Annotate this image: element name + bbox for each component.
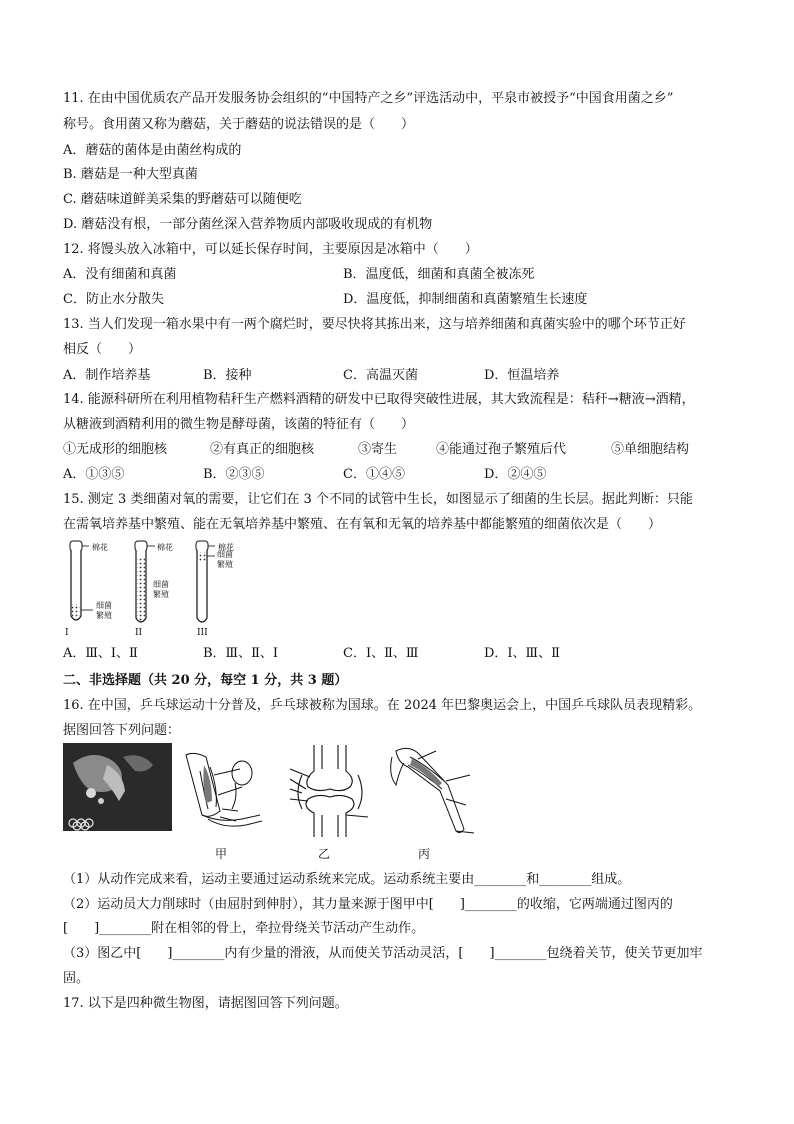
q11-option-b: B. 蘑菇是一种大型真菌 (63, 167, 198, 182)
bacteria-label-2b: 繁殖 (153, 590, 169, 599)
q11-stem-line1: 11. 在由中国优质农产品开发服务协会组织的“中国特产之乡”评选活动中，平泉市被授予“中国食用菌之乡” (63, 91, 674, 106)
arm-muscle-figure (180, 745, 270, 840)
q12-option-d: D．温度低，抑制细菌和真菌繁殖生长速度 (343, 292, 588, 307)
q14-option-b: B．②③⑤ (203, 467, 265, 482)
test-tube-2 (135, 541, 155, 622)
q13-option-b: B．接种 (203, 368, 252, 383)
tube-label-1: I (65, 628, 69, 638)
q16-part3-line1: （3）图乙中[ ]________内有少量的滑液，从而使关节活动灵活，[ ]________包绕着关节，使关节更加牢 (63, 946, 703, 961)
test-tube-1 (70, 541, 93, 620)
q14-feature-2: ②有真正的细胞核 (210, 442, 315, 457)
table-tennis-photo (63, 743, 172, 831)
q16-part2-line2: [ ]________附在相邻的骨上，牵拉骨绕关节活动产生动作。 (63, 921, 425, 936)
q12-option-b: B．温度低，细菌和真菌全被冻死 (343, 267, 535, 282)
q14-option-c: C．①④⑤ (343, 467, 405, 482)
figure-label-bing: 丙 (418, 847, 431, 861)
cotton-label-3: 棉花 (218, 543, 234, 552)
figure-label-yi: 乙 (318, 847, 331, 861)
photo-svg (63, 743, 172, 831)
bacteria-label-3b: 繁殖 (217, 560, 233, 569)
bacteria-label-1a: 细菌 (96, 601, 112, 610)
cotton-label-1: 棉花 (92, 543, 108, 552)
test-tube-figure (63, 538, 253, 640)
q16-stem-line1: 16. 在中国，乒乓球运动十分普及，乒乓球被称为国球。在 2024 年巴黎奥运会上，中国乒乓球队员表现精彩。 (63, 698, 702, 713)
q15-option-c: C．Ⅰ、Ⅱ、Ⅲ (343, 646, 419, 661)
q11-stem-line2: 称号。食用菌又称为蘑菇，关于蘑菇的说法错误的是（ ） (63, 117, 415, 132)
q16-stem-line2: 据图回答下列问题： (63, 723, 181, 738)
q16-part3-line2: 固。 (63, 971, 90, 986)
q15-stem-line1: 15. 测定 3 类细菌对氧的需要，让它们在 3 个不同的试管中生长，如图显示了细菌的生长层。据此判断：只能 (63, 492, 693, 507)
test-tube-3 (196, 541, 215, 622)
q14-stem-line1: 14. 能源科研所在利用植物秸秆生产燃料酒精的研发中已取得突破性进展，其大致流程是：秸秆→糖液→酒精， (63, 392, 695, 407)
section-2-heading: 二、非选择题（共 20 分，每空 1 分，共 3 题） (63, 673, 348, 688)
leg-svg (386, 745, 486, 837)
arm-svg (180, 745, 270, 840)
bacteria-label-2a: 细菌 (153, 580, 169, 589)
q12-stem: 12. 将馒头放入冰箱中，可以延长保存时间，主要原因是冰箱中（ ） (63, 242, 478, 257)
bacteria-label-3a: 细菌 (217, 550, 233, 559)
q14-option-a: A．①③⑤ (63, 467, 125, 482)
joint-svg (284, 745, 376, 837)
q11-option-c: C. 蘑菇味道鲜美采集的野蘑菇可以随便吃 (63, 192, 302, 207)
q14-feature-4: ④能通过孢子繁殖后代 (436, 442, 567, 457)
q14-feature-5: ⑤单细胞结构 (611, 442, 690, 457)
q14-stem-line2: 从糖液到酒精利用的微生物是酵母菌，该菌的特征有（ ） (63, 417, 415, 432)
q17-stem: 17. 以下是四种微生物图，请据图回答下列问题。 (63, 996, 348, 1011)
q13-option-a: A．制作培养基 (63, 368, 151, 383)
q15-option-a: A．Ⅲ、Ⅰ、Ⅱ (63, 646, 138, 661)
q15-stem-line2: 在需氧培养基中繁殖、能在无氧培养基中繁殖、在有氧和无氧的培养基中都能繁殖的细菌依次是（ ） (63, 517, 662, 532)
q13-option-d: D．恒温培养 (484, 368, 560, 383)
q12-option-a: A．没有细菌和真菌 (63, 267, 177, 282)
q11-option-a: A．蘑菇的菌体是由菌丝构成的 (63, 143, 242, 158)
q16-part2-line1: （2）运动员大力削球时（由屈肘到伸肘），其力量来源于图甲中[ ]________的收缩，它两端通过图丙的 (63, 897, 673, 912)
tube-label-3: III (197, 628, 208, 638)
leg-muscle-figure (386, 745, 486, 837)
q13-option-c: C．高温灭菌 (343, 368, 418, 383)
q13-stem-line2: 相反（ ） (63, 342, 142, 357)
q13-stem-line1: 13. 当人们发现一箱水果中有一两个腐烂时，要尽快将其拣出来，这与培养细菌和真菌实验中的哪个环节正好 (63, 317, 686, 332)
joint-structure-figure (284, 745, 376, 837)
q14-option-d: D．②④⑤ (484, 467, 547, 482)
figure-label-jia: 甲 (215, 847, 228, 861)
q14-feature-1: ①无成形的细胞核 (63, 442, 168, 457)
tube-label-2: II (135, 628, 143, 638)
q12-option-c: C．防止水分散失 (63, 292, 164, 307)
q11-option-d: D. 蘑菇没有根，一部分菌丝深入营养物质内部吸收现成的有机物 (63, 217, 433, 232)
cotton-label-2: 棉花 (157, 543, 173, 552)
q16-part1: （1）从动作完成来看，运动主要通过运动系统来完成。运动系统主要由________和________组成。 (63, 872, 631, 887)
q14-feature-3: ③寄生 (358, 442, 398, 457)
q15-option-b: B．Ⅲ、Ⅱ、Ⅰ (203, 646, 279, 661)
q15-option-d: D．Ⅰ、Ⅲ、Ⅱ (484, 646, 560, 661)
bacteria-label-1b: 繁殖 (96, 611, 112, 620)
